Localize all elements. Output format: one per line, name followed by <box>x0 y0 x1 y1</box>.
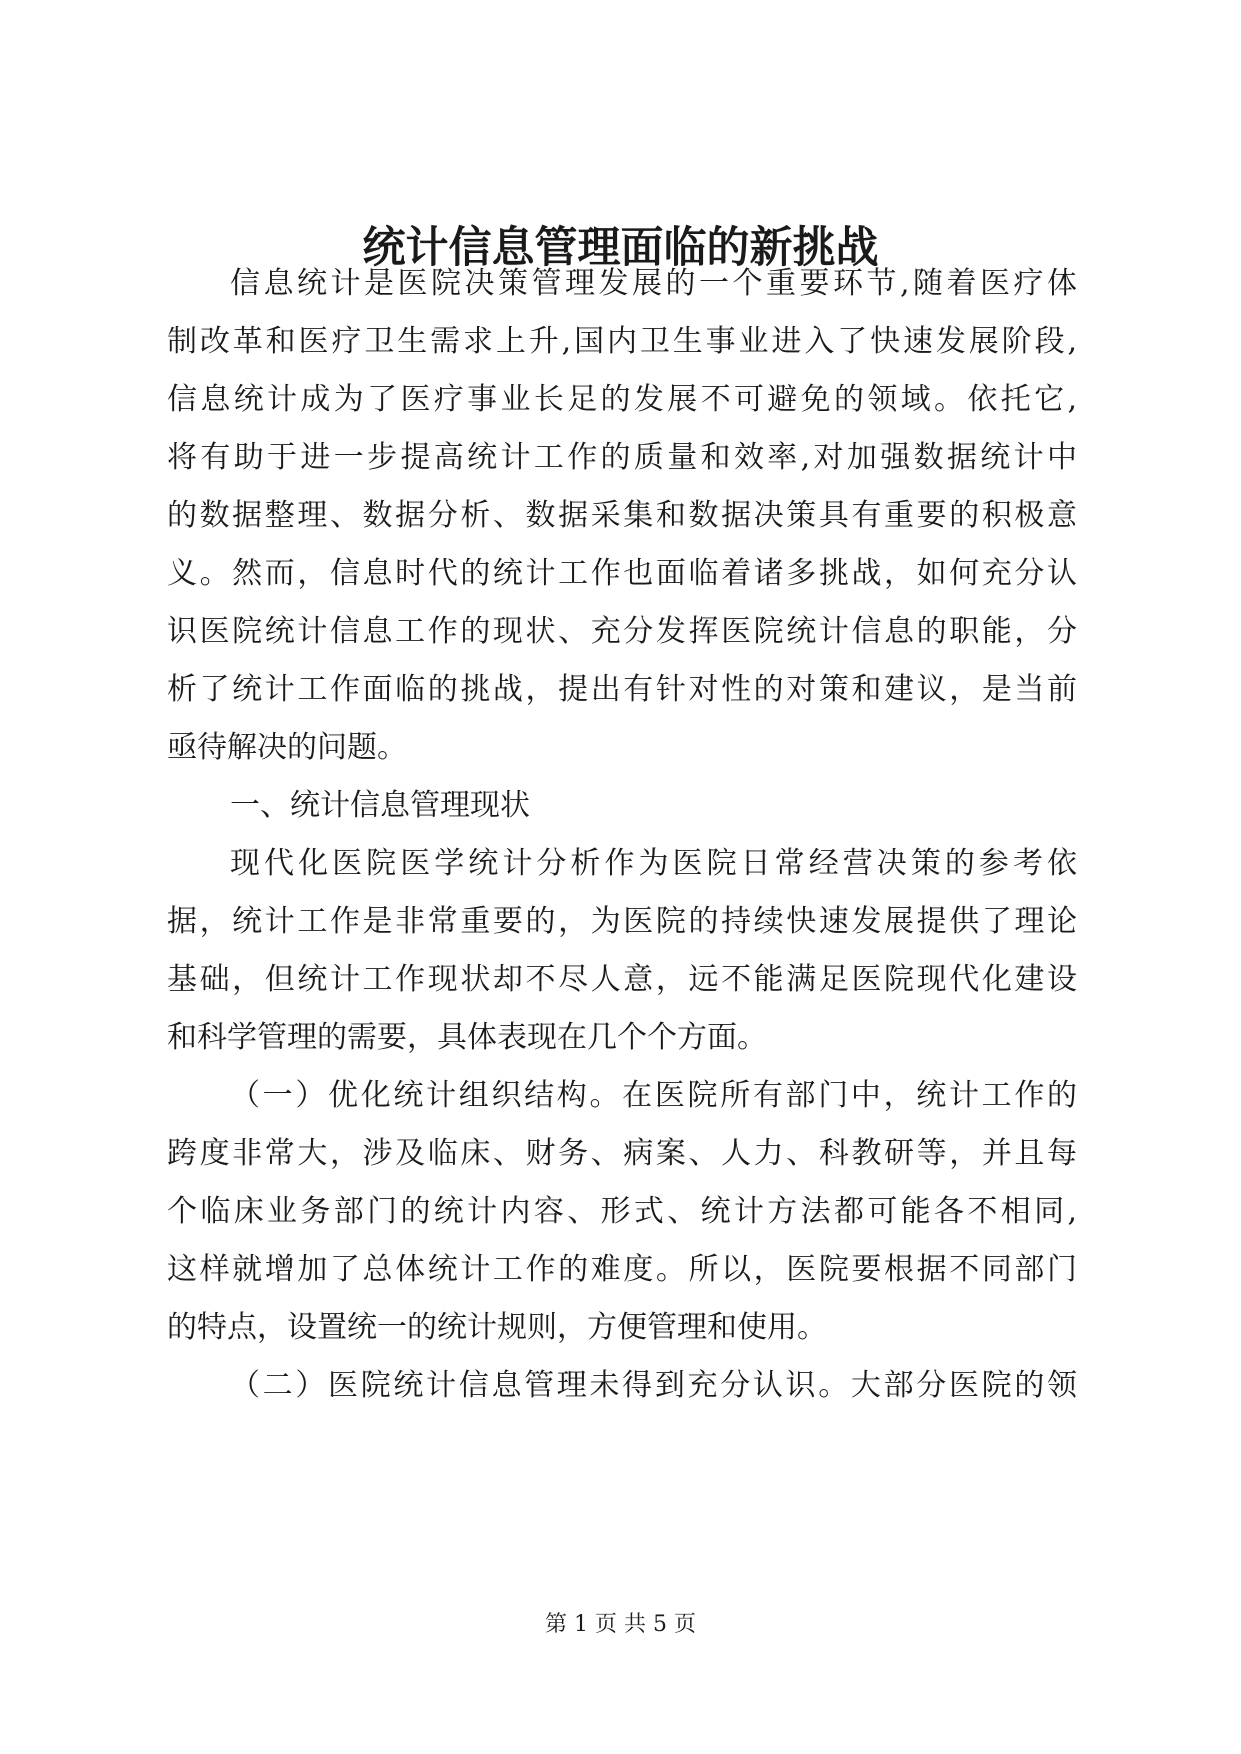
body-line: 信息统计是医院决策管理发展的一个重要环节,随着医疗体 <box>230 266 1077 301</box>
body-line: 的数据整理、数据分析、数据采集和数据决策具有重要的积极意 <box>167 498 1077 533</box>
body-line: （二）医院统计信息管理未得到充分认识。大部分医院的领 <box>230 1368 1077 1403</box>
document-title: 统计信息管理面临的新挑战 <box>362 223 879 273</box>
body-line: 个临床业务部门的统计内容、形式、统计方法都可能各不相同, <box>167 1194 1077 1229</box>
body-line: （一）优化统计组织结构。在医院所有部门中，统计工作的 <box>230 1078 1077 1113</box>
body-line: 基础，但统计工作现状却不尽人意，远不能满足医院现代化建设 <box>167 962 1077 997</box>
page-footer: 第 1 页 共 5 页 <box>545 1612 696 1637</box>
body-line: 义。然而，信息时代的统计工作也面临着诸多挑战，如何充分认 <box>167 556 1077 591</box>
body-line: 将有助于进一步提高统计工作的质量和效率,对加强数据统计中 <box>167 440 1077 475</box>
body-line: 的特点，设置统一的统计规则，方便管理和使用。 <box>167 1310 827 1345</box>
body-line: 析了统计工作面临的挑战，提出有针对性的对策和建议，是当前 <box>167 672 1077 707</box>
body-line: 这样就增加了总体统计工作的难度。所以，医院要根据不同部门 <box>167 1252 1077 1287</box>
body-line: 跨度非常大，涉及临床、财务、病案、人力、科教研等，并且每 <box>167 1136 1077 1171</box>
body-line: 现代化医院医学统计分析作为医院日常经营决策的参考依 <box>230 846 1077 881</box>
section-heading: 一、统计信息管理现状 <box>230 788 530 823</box>
body-line: 制改革和医疗卫生需求上升,国内卫生事业进入了快速发展阶段, <box>167 324 1077 359</box>
body-line: 据，统计工作是非常重要的，为医院的持续快速发展提供了理论 <box>167 904 1077 939</box>
body-line: 和科学管理的需要，具体表现在几个个方面。 <box>167 1020 767 1055</box>
body-line: 信息统计成为了医疗事业长足的发展不可避免的领域。依托它, <box>167 382 1077 417</box>
body-line: 亟待解决的问题。 <box>167 730 407 765</box>
body-line: 识医院统计信息工作的现状、充分发挥医院统计信息的职能，分 <box>167 614 1077 649</box>
